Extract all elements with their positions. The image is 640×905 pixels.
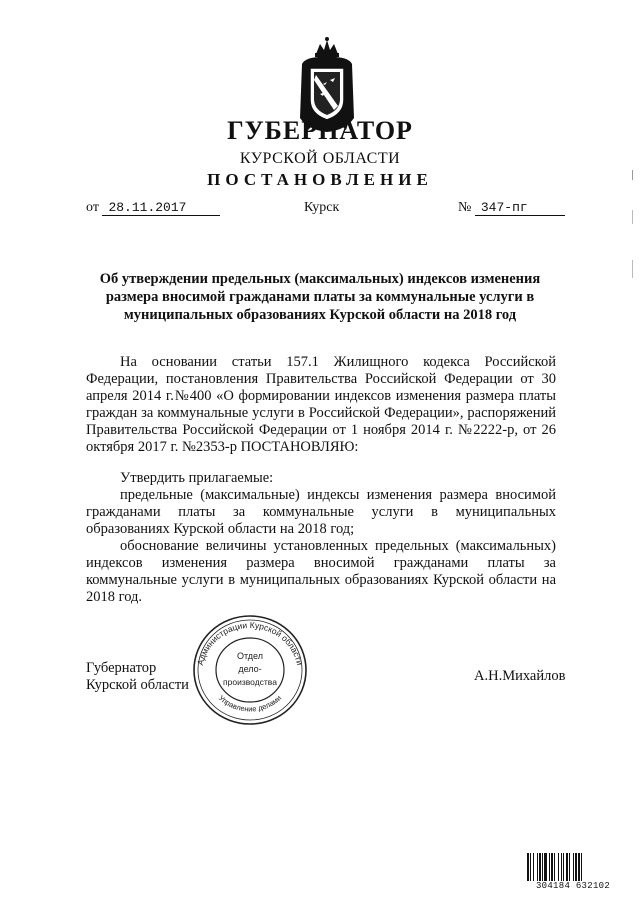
document-number — [458, 200, 565, 216]
stamp-outer-text-bottom: Управление делами — [216, 693, 284, 714]
signatory-position-line1: Губернатор — [86, 660, 157, 676]
document-body — [86, 354, 556, 606]
stamp-inner-line3: производства — [223, 677, 277, 687]
office-stamp — [188, 612, 312, 728]
number-value: 347-пг — [475, 200, 565, 216]
barcode — [527, 853, 619, 881]
signatory-position — [86, 660, 189, 694]
body-paragraph-justification: обоснование величины установленных предельных (максимальных) индексов изменения размера вносимой гражданами платы за коммунальные услуги в муниципальных образованиях Курской области на 2018 год. — [86, 538, 556, 605]
stamp-inner-line1: Отдел — [236, 651, 264, 661]
signatory-name: А.Н.Михайлов — [474, 668, 566, 684]
stamp-outer-text: Администрации Курской области — [194, 619, 306, 667]
document-subject: Об утверждении предельных (максимальных) индексов изменения размера вносимой гражданами платы за коммунальные услуги в муниципальных образованиях Курской области на 2018 год — [99, 271, 541, 323]
scan-edge-marks — [630, 170, 636, 290]
body-paragraph-basis: На основании статьи 157.1 Жилищного кодекса Российской Федерации, постановления Правительства Российской Федерации от 30 апреля 2014 г.№400 «О формировании индексов изменения размера платы граждан за коммунальные услуги в Российской Федерации», распоряжений Правительства Российской Федерации от 1 ноября 2014 г. №2222-р, от 26 октября 2017 г. №2353-р ПОСТАНОВЛЯЮ: — [86, 354, 556, 455]
issuer-region: КУРСКОЙ ОБЛАСТИ — [239, 150, 401, 167]
document-type: ПОСТАНОВЛЕНИЕ — [207, 170, 433, 189]
date-value: 28.11.2017 — [102, 200, 220, 216]
stamp-inner-line2: дело- — [238, 664, 262, 674]
barcode-number: 304184 632102 — [535, 881, 611, 891]
date-prefix: от — [86, 200, 99, 215]
body-paragraph-approve: Утвердить прилагаемые: — [120, 470, 274, 486]
issuer-title: ГУБЕРНАТОР — [227, 116, 413, 145]
signatory-position-line2: Курской области — [86, 677, 189, 693]
body-paragraph-indices: предельные (максимальные) индексы изменения размера вносимой гражданами платы за коммунальные услуги в муниципальных образованиях Курской области на 2018 год; — [86, 487, 556, 537]
document-date — [86, 200, 220, 216]
number-prefix: № — [458, 200, 472, 215]
document-city: Курск — [304, 200, 340, 215]
